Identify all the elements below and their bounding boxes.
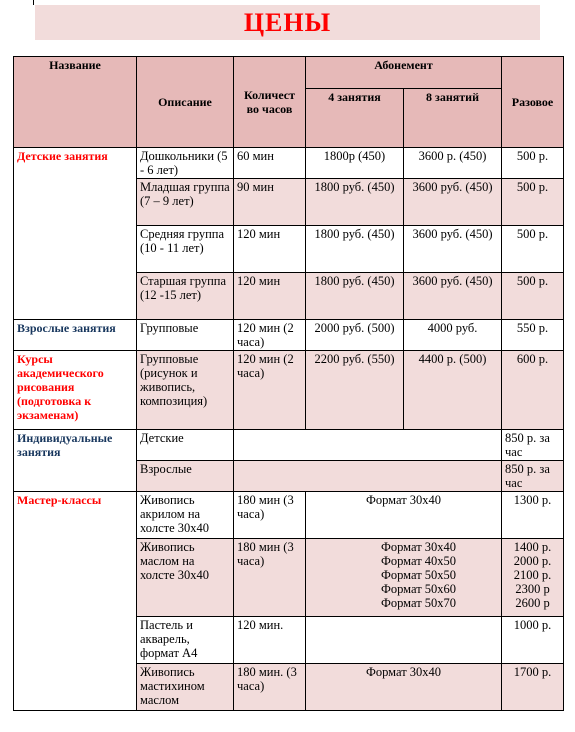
cell-desc: Групповые	[137, 320, 234, 351]
header-hours: Количест во часов	[234, 57, 306, 148]
cell-single: 1300 р.	[502, 492, 564, 539]
category-master: Мастер-классы	[14, 492, 137, 711]
cell-hours: 120 мин	[234, 273, 306, 320]
cell-formats	[306, 539, 502, 617]
format-item: Формат 40х50	[380, 554, 457, 568]
price-item: 2300 р	[515, 582, 550, 596]
title-banner	[35, 5, 540, 40]
cell-hours: 180 мин. (3 часа)	[234, 664, 306, 711]
cell-empty	[234, 430, 502, 461]
cell-s4: 1800 руб. (450)	[306, 179, 404, 226]
cell-desc: Взрослые	[137, 461, 234, 492]
price-item: 2100 р.	[513, 568, 552, 582]
category-individual: Индивидуальные занятия	[14, 430, 137, 492]
table-row	[14, 430, 564, 461]
header-sub4: 4 занятия	[306, 89, 404, 148]
cell-desc: Групповые (рисунок и живопись, композиция)	[137, 351, 234, 430]
cell-hours: 120 мин (2 часа)	[234, 320, 306, 351]
cell-s4: 1800р (450)	[306, 148, 404, 179]
page-title: ЦЕНЫ	[243, 8, 332, 37]
cell-desc: Старшая группа (12 -15 лет)	[137, 273, 234, 320]
category-adult: Взрослые занятия	[14, 320, 137, 351]
table-row	[14, 351, 564, 430]
cell-hours: 120 мин	[234, 226, 306, 273]
cell-hours: 120 мин (2 часа)	[234, 351, 306, 430]
cell-desc: Средняя группа (10 - 11 лет)	[137, 226, 234, 273]
cell-single: 550 р.	[502, 320, 564, 351]
cell-s8: 4400 р. (500)	[404, 351, 502, 430]
cell-desc: Живопись маслом на холсте 30х40	[137, 539, 234, 617]
format-item: Формат 50х70	[380, 596, 457, 610]
header-description: Описание	[137, 57, 234, 148]
table-row	[14, 148, 564, 179]
page-corner-mark	[33, 0, 34, 5]
format-item: Формат 50х60	[380, 582, 457, 596]
cell-desc: Пастель и акварель, формат А4	[137, 617, 234, 664]
cell-single: 500 р.	[502, 226, 564, 273]
cell-desc: Дошкольники (5 - 6 лет)	[137, 148, 234, 179]
cell-s4: 1800 руб. (450)	[306, 273, 404, 320]
cell-s8: 3600 руб. (450)	[404, 273, 502, 320]
cell-single: 1000 р.	[502, 617, 564, 664]
header-name: Название	[14, 57, 137, 148]
cell-single: 500 р.	[502, 179, 564, 226]
cell-hours: 90 мин	[234, 179, 306, 226]
format-item: Формат 50х50	[380, 568, 457, 582]
cell-s8: 4000 руб.	[404, 320, 502, 351]
cell-desc: Живопись мастихином маслом	[137, 664, 234, 711]
table-row	[14, 320, 564, 351]
cell-empty	[306, 617, 502, 664]
cell-hours: 180 мин (3 часа)	[234, 539, 306, 617]
cell-single: 850 р. за час	[502, 430, 564, 461]
cell-s4: 2000 руб. (500)	[306, 320, 404, 351]
price-item: 2600 р	[515, 596, 550, 610]
price-table	[13, 56, 564, 711]
price-item: 1400 р.	[513, 540, 552, 554]
cell-single: 500 р.	[502, 273, 564, 320]
cell-single: 500 р.	[502, 148, 564, 179]
header-single: Разовое	[502, 57, 564, 148]
cell-prices	[502, 539, 564, 617]
cell-format: Формат 30х40	[306, 664, 502, 711]
cell-empty	[234, 461, 502, 492]
cell-desc: Детские	[137, 430, 234, 461]
cell-desc: Живопись акрилом на холсте 30х40	[137, 492, 234, 539]
cell-hours: 120 мин.	[234, 617, 306, 664]
cell-single: 1700 р.	[502, 664, 564, 711]
cell-hours: 180 мин (3 часа)	[234, 492, 306, 539]
cell-format: Формат 30х40	[306, 492, 502, 539]
format-item: Формат 30х40	[380, 540, 457, 554]
cell-single: 600 р.	[502, 351, 564, 430]
price-item: 2000 р.	[513, 554, 552, 568]
cell-s4: 1800 руб. (450)	[306, 226, 404, 273]
table-row	[14, 492, 564, 539]
cell-s4: 2200 руб. (550)	[306, 351, 404, 430]
cell-single: 850 р. за час	[502, 461, 564, 492]
cell-s8: 3600 р. (450)	[404, 148, 502, 179]
cell-s8: 3600 руб. (450)	[404, 179, 502, 226]
category-kids: Детские занятия	[14, 148, 137, 320]
cell-hours: 60 мин	[234, 148, 306, 179]
header-sub8: 8 занятий	[404, 89, 502, 148]
header-subscription: Абонемент	[306, 57, 502, 89]
cell-s8: 3600 руб. (450)	[404, 226, 502, 273]
cell-desc: Младшая группа (7 – 9 лет)	[137, 179, 234, 226]
category-academic: Курсы академического рисования (подготовка к экзаменам)	[14, 351, 137, 430]
